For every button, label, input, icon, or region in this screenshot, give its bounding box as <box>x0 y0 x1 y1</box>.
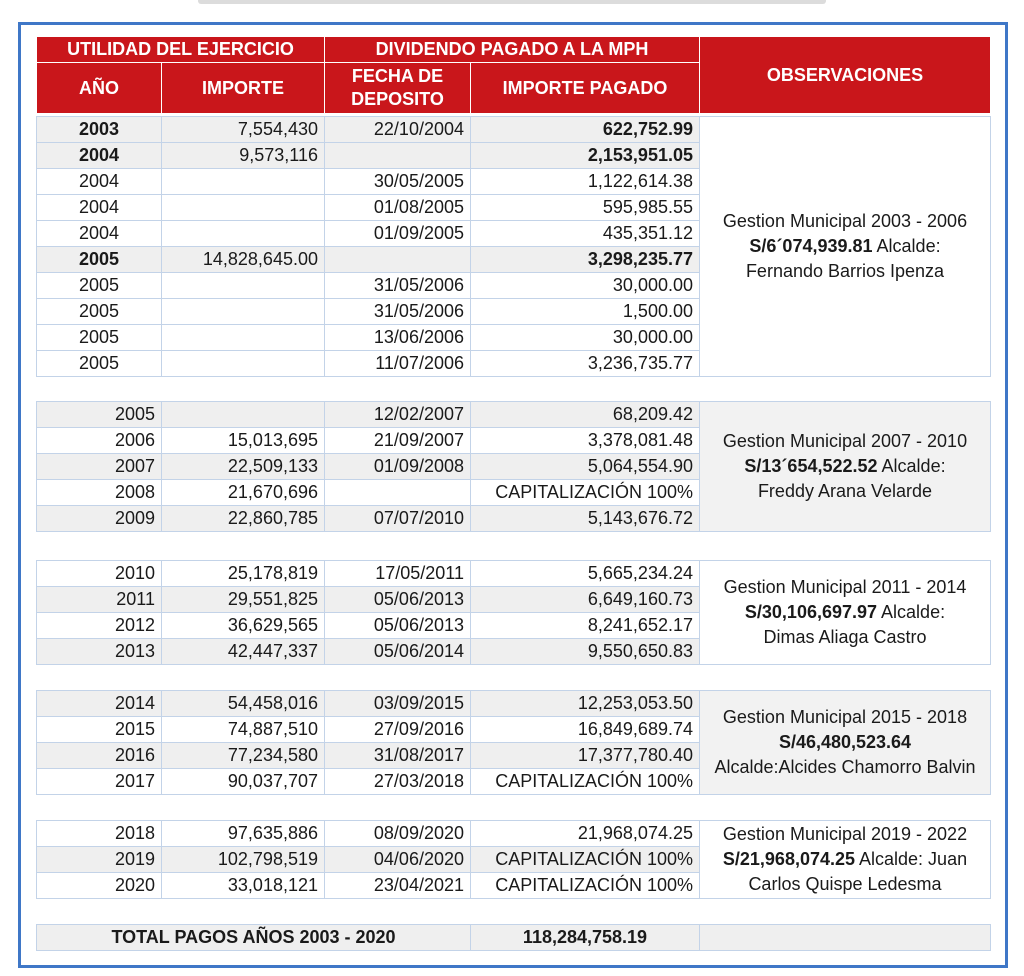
cell-deposit-date <box>325 143 471 169</box>
cell-amount: 33,018,121 <box>162 873 325 899</box>
cell-amount <box>162 221 325 247</box>
cell-amount: 7,554,430 <box>162 117 325 143</box>
cell-paid: 5,143,676.72 <box>471 506 700 532</box>
total-empty-cell <box>700 925 991 951</box>
cell-deposit-date: 12/02/2007 <box>325 402 471 428</box>
total-row <box>36 924 991 951</box>
cell-amount: 9,573,116 <box>162 143 325 169</box>
cell-deposit-date: 17/05/2011 <box>325 561 471 587</box>
cell-amount: 77,234,580 <box>162 743 325 769</box>
cell-amount: 54,458,016 <box>162 691 325 717</box>
obs-alcalde-name: Alcalde:Alcides Chamorro Balvin <box>714 757 976 777</box>
cell-amount: 15,013,695 <box>162 428 325 454</box>
cell-year: 2005 <box>37 351 162 377</box>
header-observaciones: OBSERVACIONES <box>700 37 991 114</box>
cell-paid: 595,985.55 <box>471 195 700 221</box>
cell-deposit-date: 22/10/2004 <box>325 117 471 143</box>
header-group-utilidad: UTILIDAD DEL EJERCICIO <box>37 37 325 63</box>
cell-amount: 14,828,645.00 <box>162 247 325 273</box>
cell-deposit-date: 05/06/2013 <box>325 587 471 613</box>
table-row <box>37 691 991 717</box>
group-table-5 <box>36 820 991 899</box>
cell-year: 2005 <box>37 247 162 273</box>
cell-deposit-date: 23/04/2021 <box>325 873 471 899</box>
cell-deposit-date: 27/03/2018 <box>325 769 471 795</box>
cell-paid: 5,064,554.90 <box>471 454 700 480</box>
table-row <box>37 117 991 143</box>
cell-amount: 25,178,819 <box>162 561 325 587</box>
cell-amount: 90,037,707 <box>162 769 325 795</box>
cell-year: 2010 <box>37 561 162 587</box>
cell-year: 2004 <box>37 143 162 169</box>
cell-amount <box>162 273 325 299</box>
cell-deposit-date: 08/09/2020 <box>325 821 471 847</box>
cell-paid: 9,550,650.83 <box>471 639 700 665</box>
obs-amount: S/46,480,523.64 <box>778 732 912 752</box>
cell-year: 2009 <box>37 506 162 532</box>
cell-amount: 102,798,519 <box>162 847 325 873</box>
header-date-line2: DEPOSITO <box>351 89 444 109</box>
cell-amount <box>162 402 325 428</box>
cell-observaciones <box>700 117 991 377</box>
cell-amount: 21,670,696 <box>162 480 325 506</box>
obs-amount: S/30,106,697.97 <box>744 602 878 622</box>
cell-deposit-date <box>325 480 471 506</box>
cell-paid: 3,236,735.77 <box>471 351 700 377</box>
cell-year: 2015 <box>37 717 162 743</box>
cell-year: 2004 <box>37 195 162 221</box>
cell-deposit-date: 31/05/2006 <box>325 299 471 325</box>
cell-deposit-date: 05/06/2013 <box>325 613 471 639</box>
cell-paid: CAPITALIZACIÓN 100% <box>471 480 700 506</box>
obs-alcalde-label: Alcalde: Juan <box>855 849 968 869</box>
cell-amount <box>162 169 325 195</box>
total-label: TOTAL PAGOS AÑOS 2003 - 2020 <box>37 925 471 951</box>
header-amount: IMPORTE <box>162 63 325 114</box>
group-table-4 <box>36 690 991 795</box>
obs-amount: S/13´654,522.52 <box>744 456 878 476</box>
cell-amount: 22,860,785 <box>162 506 325 532</box>
cell-amount: 97,635,886 <box>162 821 325 847</box>
cell-year: 2012 <box>37 613 162 639</box>
cell-amount: 22,509,133 <box>162 454 325 480</box>
cell-observaciones <box>700 561 991 665</box>
cell-year: 2011 <box>37 587 162 613</box>
cell-paid: 30,000.00 <box>471 325 700 351</box>
obs-gestion: Gestion Municipal 2011 - 2014 <box>723 577 967 597</box>
cell-paid: 21,968,074.25 <box>471 821 700 847</box>
obs-alcalde-name: Freddy Arana Velarde <box>757 481 933 501</box>
obs-alcalde-name: Carlos Quispe Ledesma <box>748 874 942 894</box>
cell-deposit-date: 07/07/2010 <box>325 506 471 532</box>
cell-amount <box>162 195 325 221</box>
cell-deposit-date: 03/09/2015 <box>325 691 471 717</box>
obs-alcalde-name: Dimas Aliaga Castro <box>763 627 927 647</box>
top-scroll-indicator <box>198 0 826 4</box>
cell-amount: 74,887,510 <box>162 717 325 743</box>
table-header <box>36 36 991 114</box>
cell-amount <box>162 325 325 351</box>
cell-paid: 622,752.99 <box>471 117 700 143</box>
cell-deposit-date: 27/09/2016 <box>325 717 471 743</box>
cell-paid: 2,153,951.05 <box>471 143 700 169</box>
cell-year: 2005 <box>37 402 162 428</box>
cell-year: 2007 <box>37 454 162 480</box>
cell-observaciones <box>700 691 991 795</box>
obs-amount: S/6´074,939.81 <box>749 236 873 256</box>
cell-paid: CAPITALIZACIÓN 100% <box>471 847 700 873</box>
cell-paid: 435,351.12 <box>471 221 700 247</box>
header-deposit-date <box>325 63 471 114</box>
cell-deposit-date <box>325 247 471 273</box>
cell-deposit-date: 21/09/2007 <box>325 428 471 454</box>
cell-deposit-date: 01/08/2005 <box>325 195 471 221</box>
cell-amount: 36,629,565 <box>162 613 325 639</box>
cell-deposit-date: 04/06/2020 <box>325 847 471 873</box>
cell-year: 2006 <box>37 428 162 454</box>
cell-paid: CAPITALIZACIÓN 100% <box>471 873 700 899</box>
cell-paid: 1,122,614.38 <box>471 169 700 195</box>
cell-amount: 29,551,825 <box>162 587 325 613</box>
obs-gestion: Gestion Municipal 2007 - 2010 <box>722 431 968 451</box>
obs-gestion: Gestion Municipal 2003 - 2006 <box>722 211 968 231</box>
cell-year: 2013 <box>37 639 162 665</box>
table-row <box>37 402 991 428</box>
header-date-line1: FECHA DE <box>351 66 444 86</box>
obs-alcalde-name: Fernando Barrios Ipenza <box>745 261 945 281</box>
cell-paid: 30,000.00 <box>471 273 700 299</box>
cell-paid: 8,241,652.17 <box>471 613 700 639</box>
cell-year: 2008 <box>37 480 162 506</box>
cell-year: 2003 <box>37 117 162 143</box>
cell-year: 2017 <box>37 769 162 795</box>
cell-year: 2005 <box>37 273 162 299</box>
cell-deposit-date: 13/06/2006 <box>325 325 471 351</box>
header-paid: IMPORTE PAGADO <box>471 63 700 114</box>
total-value: 118,284,758.19 <box>471 925 700 951</box>
cell-year: 2016 <box>37 743 162 769</box>
cell-paid: 5,665,234.24 <box>471 561 700 587</box>
header-group-dividendo: DIVIDENDO PAGADO A LA MPH <box>325 37 700 63</box>
cell-deposit-date: 01/09/2008 <box>325 454 471 480</box>
cell-year: 2005 <box>37 299 162 325</box>
obs-amount: S/21,968,074.25 <box>722 849 856 869</box>
cell-observaciones <box>700 821 991 899</box>
header-year: AÑO <box>37 63 162 114</box>
cell-deposit-date: 05/06/2014 <box>325 639 471 665</box>
group-table-1 <box>36 116 991 377</box>
cell-deposit-date: 30/05/2005 <box>325 169 471 195</box>
table-row <box>37 821 991 847</box>
cell-amount: 42,447,337 <box>162 639 325 665</box>
obs-alcalde-label: Alcalde: <box>872 236 941 256</box>
cell-paid: 1,500.00 <box>471 299 700 325</box>
cell-observaciones <box>700 402 991 532</box>
cell-paid: 3,378,081.48 <box>471 428 700 454</box>
obs-gestion: Gestion Municipal 2015 - 2018 <box>722 707 968 727</box>
cell-year: 2004 <box>37 221 162 247</box>
obs-alcalde-label: Alcalde: <box>877 456 946 476</box>
cell-deposit-date: 11/07/2006 <box>325 351 471 377</box>
obs-alcalde-label: Alcalde: <box>877 602 946 622</box>
cell-paid: 3,298,235.77 <box>471 247 700 273</box>
cell-year: 2018 <box>37 821 162 847</box>
group-table-2 <box>36 401 991 532</box>
cell-paid: CAPITALIZACIÓN 100% <box>471 769 700 795</box>
cell-paid: 17,377,780.40 <box>471 743 700 769</box>
cell-amount <box>162 351 325 377</box>
cell-paid: 12,253,053.50 <box>471 691 700 717</box>
cell-year: 2019 <box>37 847 162 873</box>
obs-gestion: Gestion Municipal 2019 - 2022 <box>722 824 968 844</box>
cell-year: 2014 <box>37 691 162 717</box>
table-row <box>37 561 991 587</box>
cell-paid: 68,209.42 <box>471 402 700 428</box>
cell-paid: 6,649,160.73 <box>471 587 700 613</box>
cell-year: 2005 <box>37 325 162 351</box>
group-table-3 <box>36 560 991 665</box>
cell-year: 2004 <box>37 169 162 195</box>
cell-year: 2020 <box>37 873 162 899</box>
cell-deposit-date: 31/05/2006 <box>325 273 471 299</box>
cell-deposit-date: 01/09/2005 <box>325 221 471 247</box>
cell-paid: 16,849,689.74 <box>471 717 700 743</box>
cell-deposit-date: 31/08/2017 <box>325 743 471 769</box>
cell-amount <box>162 299 325 325</box>
